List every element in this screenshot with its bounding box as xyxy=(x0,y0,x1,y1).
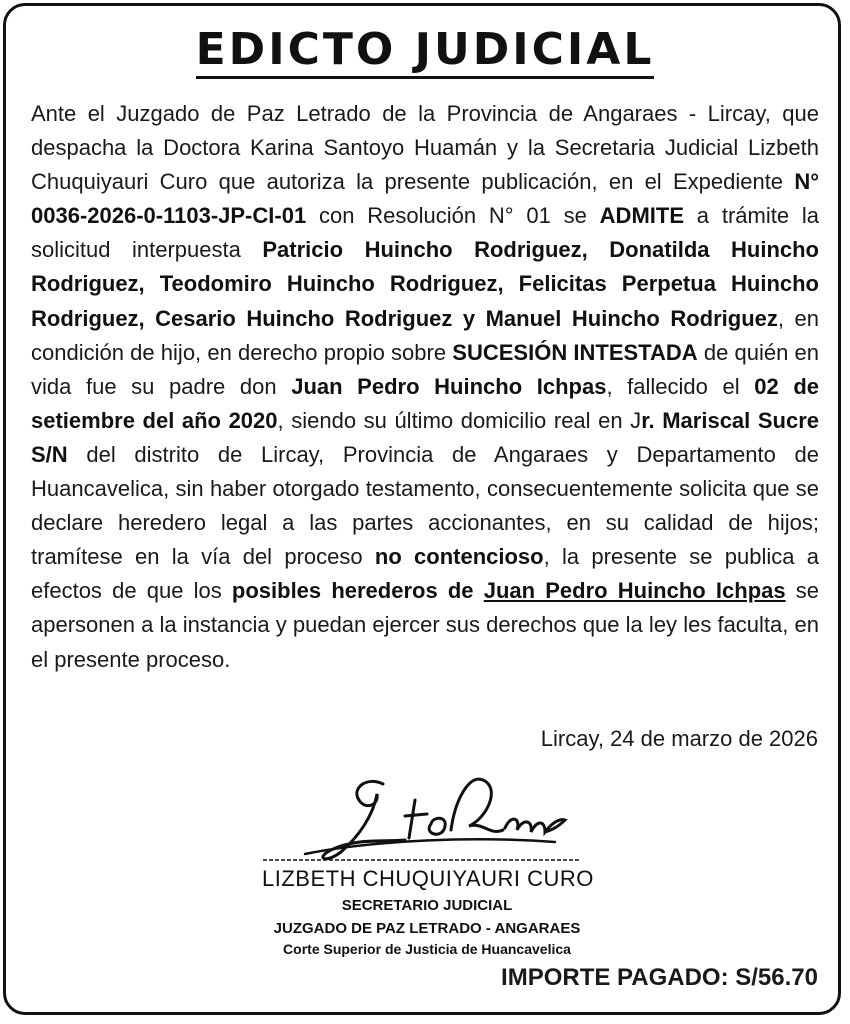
superior-court-name: Corte Superior de Justicia de Huancavelica xyxy=(283,941,571,957)
process-type: no contencioso xyxy=(374,544,544,570)
domicile-address: r. Mariscal Sucre S/N xyxy=(31,407,820,467)
death-date: 02 de setiembre del año 2020 xyxy=(31,373,819,433)
body-text: , siendo su último domicilio real en J xyxy=(277,407,642,433)
body-text: , la presente se publica a efectos de que los xyxy=(31,544,820,604)
date-line: Lircay, 24 de marzo de 2026 xyxy=(540,726,818,751)
deceased-name: Juan Pedro Huincho Ichpas xyxy=(291,373,607,399)
body-text: , en condición de hijo, en derecho propio sobre xyxy=(31,305,819,365)
edict-title: EDICTO JUDICIAL xyxy=(196,24,655,79)
deceased-name-underlined: Juan Pedro Huincho Ichpas xyxy=(483,578,786,604)
body-text: de quién en vida fue su padre don xyxy=(31,339,820,399)
body-text: , fallecido el xyxy=(606,373,755,399)
succession-type: SUCESIÓN INTESTADA xyxy=(452,339,698,365)
body-text: Ante el Juzgado de Paz Letrado de la Provincia de Angaraes - Lircay, que despacha la Doctora Karina Santoyo Huamán y la Secretaria Judicial Lizbeth Chuquiyauri Curo que autoriza la presente publicación, en el Expediente xyxy=(31,101,819,195)
edict-body xyxy=(31,97,819,677)
possible-heirs: posibles herederos de xyxy=(231,578,484,604)
amount-paid: IMPORTE PAGADO: S/56.70 xyxy=(501,964,818,991)
body-text: del distrito de Lircay, Provincia de Angaraes y Departamento de Huancavelica, sin haber otorgado testamento, consecuentemente solicita que se declare heredero legal a las partes accionantes, en su calidad de hijos; tramítese en la vía del proceso xyxy=(31,441,819,570)
body-text: con Resolución N° 01 se xyxy=(306,203,600,229)
body-text: se apersonen a la instancia y puedan ejercer sus derechos que la ley les faculta, en el presente proceso. xyxy=(31,578,820,672)
court-name: JUZGADO DE PAZ LETRADO - ANGARAES xyxy=(273,920,581,937)
body-text: a trámite la solicitud interpuesta xyxy=(31,203,819,263)
edict-title-wrap xyxy=(0,22,850,79)
expediente-number: N° 0036-2026-0-1103-JP-CI-01 xyxy=(31,169,819,229)
signer-role: SECRETARIO JUDICIAL xyxy=(341,897,513,914)
signer-name: LIZBETH CHUQUIYAURI CURO xyxy=(262,866,594,891)
admite-keyword: ADMITE xyxy=(599,203,684,229)
handwritten-signature xyxy=(255,770,600,870)
applicant-names: Patricio Huincho Rodriguez, Donatilda Huincho Rodriguez, Teodomiro Huincho Rodriguez, Felicitas Perpetua Huincho Rodriguez, Cesario Huincho Rodriguez y Manuel Huincho Rodriguez xyxy=(31,237,820,331)
